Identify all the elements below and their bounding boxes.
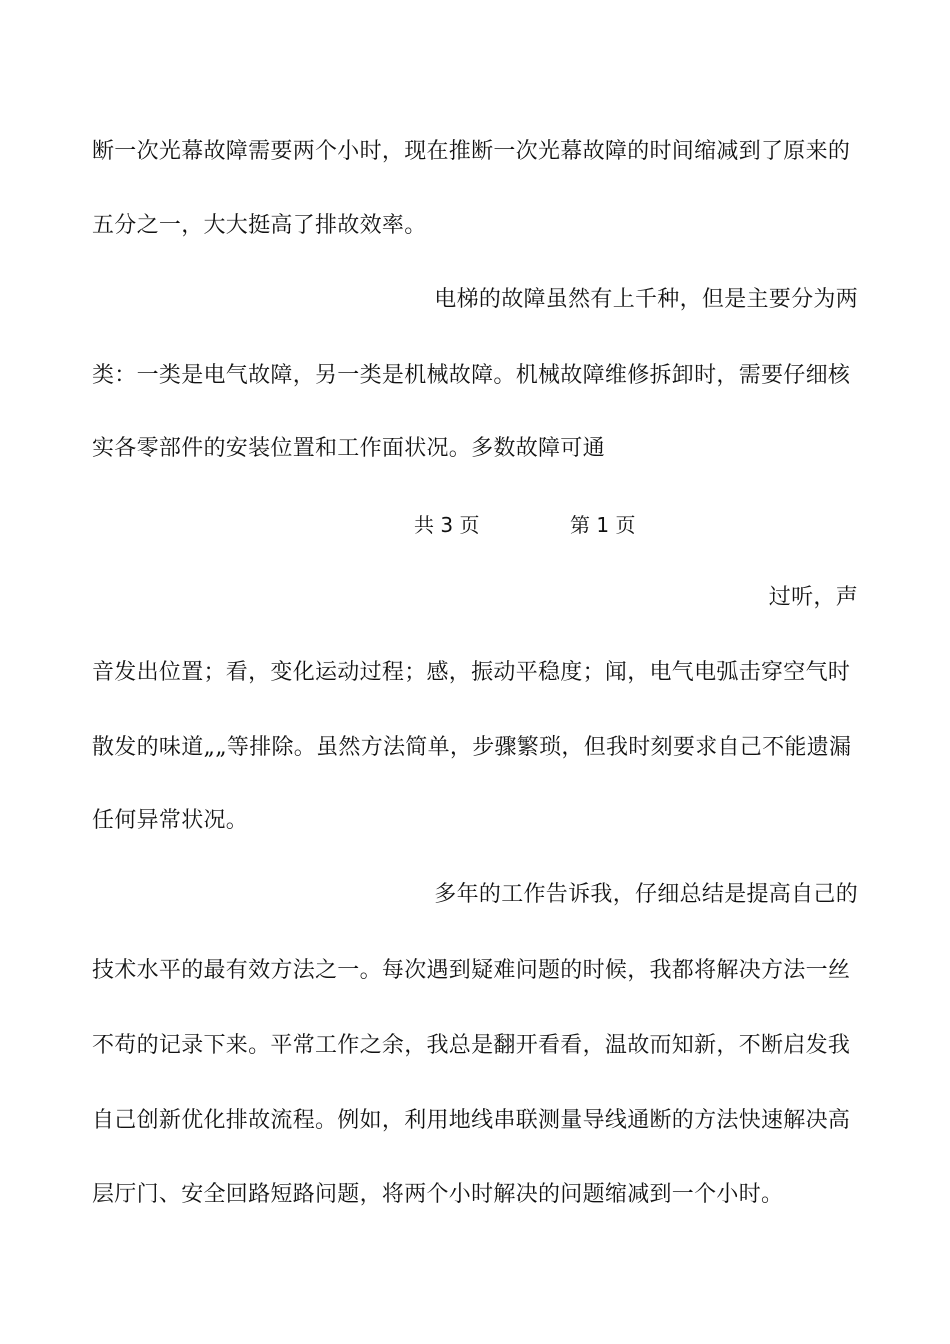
text-line: 断一次光幕故障需要两个小时，现在推断一次光幕故障的时间缩减到了原来的 xyxy=(92,139,851,164)
text-line: 五分之一，大大挺高了排故效率。 xyxy=(92,213,427,238)
text-line: 过听，声 xyxy=(768,585,858,610)
text-line: 不苟的记录下来。平常工作之余，我总是翻开看看，温故而知新，不断启发我 xyxy=(92,1033,851,1058)
page-number: 第 1 页 xyxy=(570,513,636,537)
text-line: 散发的味道„„等排除。虽然方法简单，步骤繁琐，但我时刻要求自己不能遗漏 xyxy=(92,735,852,760)
text-line: 实各零部件的安装位置和工作面状况。多数故障可通 xyxy=(92,436,605,461)
page-total: 共 3 页 xyxy=(414,513,480,537)
text-line: 任何异常状况。 xyxy=(92,808,249,833)
text-line: 自己创新优化排故流程。例如，利用地线串联测量导线通断的方法快速解决高 xyxy=(92,1108,851,1133)
text-line: 类：一类是电气故障，另一类是机械故障。机械故障维修拆卸时，需要仔细核 xyxy=(92,363,851,388)
text-line: 多年的工作告诉我，仔细总结是提高自己的 xyxy=(434,882,858,907)
text-line: 技术水平的最有效方法之一。每次遇到疑难问题的时候，我都将解决方法一丝 xyxy=(92,958,851,983)
text-line: 音发出位置；看，变化运动过程；感，振动平稳度；闻，电气电弧击穿空气时 xyxy=(92,660,851,685)
text-line: 电梯的故障虽然有上千种，但是主要分为两 xyxy=(434,287,858,312)
text-line: 层厅门、安全回路短路问题，将两个小时解决的问题缩减到一个小时。 xyxy=(92,1182,784,1207)
